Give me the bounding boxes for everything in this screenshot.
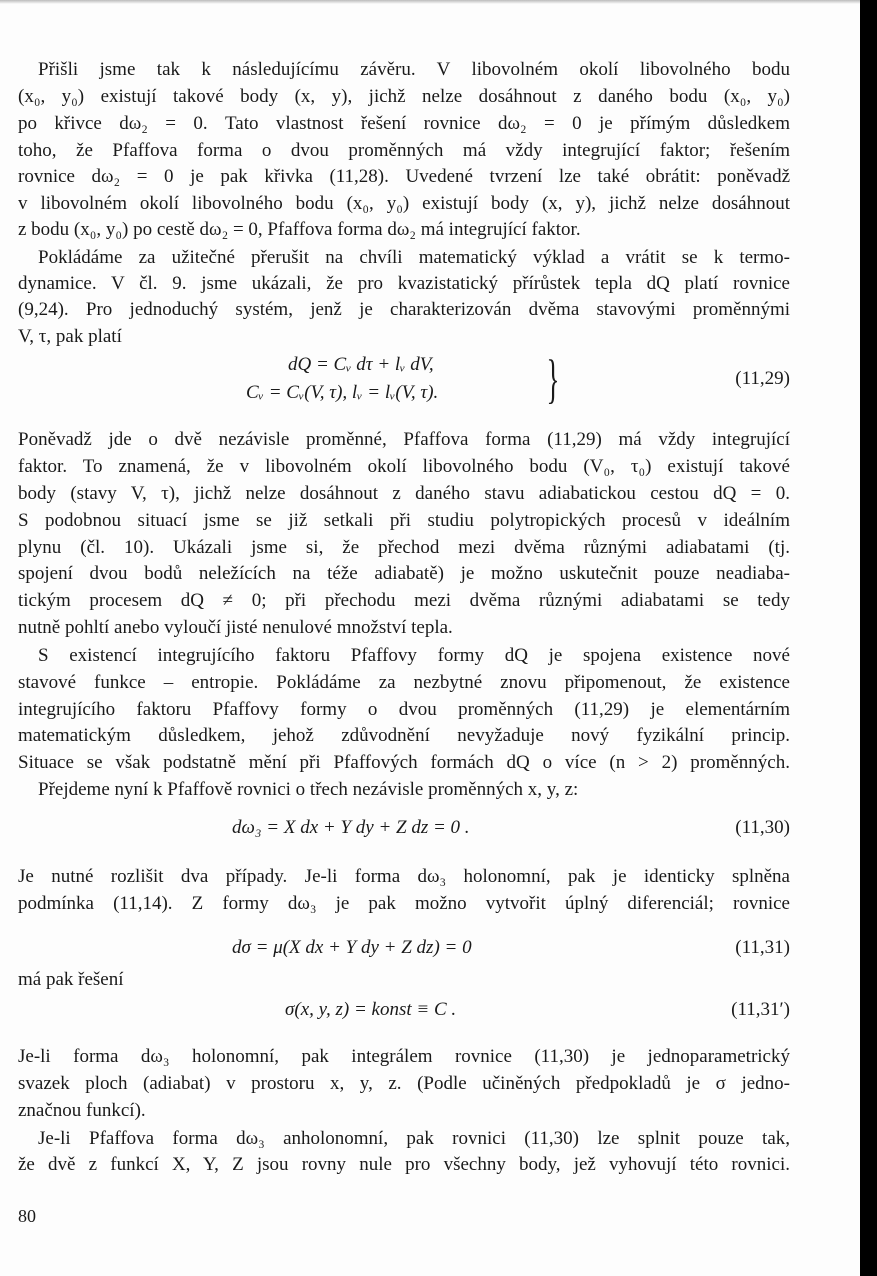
text-line: V, τ, pak platí [18,326,122,347]
text-line: po křivce dω₂ = 0. Tato vlastnost řešení rovnice dω₂ = 0 je přímým důsledkem [18,113,790,134]
equation-label-11-29: (11,29) [735,368,790,389]
text-line: Přišli jsme tak k následujícímu závěru. V libovolném okolí libovolného bodu [38,59,790,80]
text-line: stavové funkce – entropie. Pokládáme za nezbytné znovu připomenout, že existence [18,672,790,693]
text-line: podmínka (11,14). Z formy dω₃ je pak možno vytvořit úplný diferenciál; rovnice [18,893,790,914]
text-line: (x₀, y₀) existují takové body (x, y), jichž nelze dosáhnout z daného bodu (x₀, y₀) [18,86,790,107]
equation-11-29-line1: dQ = Cᵥ dτ + lᵥ dV, [288,354,434,375]
text-line: integrujícího faktoru Pfaffovy formy o dvou proměnných (11,29) je elementárním [18,699,790,720]
text-line: Přejdeme nyní k Pfaffově rovnici o třech nezávisle proměnných x, y, z: [38,779,579,800]
text-line: rovnice dω₂ = 0 je pak křivka (11,28). Uvedené tvrzení lze také obrátit: poněvadž [18,166,790,187]
text-line: faktor. To znamená, že v libovolném okolí libovolného bodu (V₀, τ₀) existují takové [18,456,790,477]
text-line: S podobnou situací jsme se již setkali při studiu polytropických procesů v ideálním [18,510,790,531]
text-line: značnou funkcí). [18,1100,146,1121]
equation-11-29-line2: Cᵥ = Cᵥ(V, τ), lᵥ = lᵥ(V, τ). [246,382,439,403]
equation-label-11-31: (11,31) [735,937,790,958]
page-number: 80 [18,1206,36,1226]
equation-11-30: dω₃ = X dx + Y dy + Z dz = 0 . [232,817,470,838]
right-brace: } [546,349,560,409]
text-line: má pak řešení [18,969,124,990]
text-line: dynamice. V čl. 9. jsme ukázali, že pro kvazistatický přírůstek tepla dQ platí rovnice [18,273,790,294]
text-line: S existencí integrujícího faktoru Pfaffovy formy dQ je spojena existence nové [38,645,790,666]
equation-11-31-prime: σ(x, y, z) = konst ≡ C . [285,999,457,1020]
scan-top-edge [0,0,877,4]
text-line: Pokládáme za užitečné přerušit na chvíli matematický výklad a vrátit se k termo- [38,247,790,268]
text-line: toho, že Pfaffova forma o dvou proměnných má vždy integrující faktor; řešením [18,140,790,161]
text-line: Poněvadž jde o dvě nezávisle proměnné, Pfaffova forma (11,29) má vždy integrující [18,429,790,450]
text-line: (9,24). Pro jednoduchý systém, jenž je charakterizován dvěma stavovými proměnnými [18,299,790,320]
text-line: tickým procesem dQ ≠ 0; při přechodu mezi dvěma různými adiabatami se tedy [18,590,790,611]
text-line: nutně pohltí anebo vyloučí jisté nenulové množství tepla. [18,617,453,638]
scan-right-edge [860,0,877,1276]
text-line: matematickým důsledkem, jehož zdůvodnění nevyžaduje nový fyzikální princip. [18,725,790,746]
text-line: plynu (čl. 10). Ukázali jsme si, že přechod mezi dvěma různými adiabatami (tj. [18,537,790,558]
equation-11-31: dσ = μ(X dx + Y dy + Z dz) = 0 [232,937,472,958]
text-line: body (stavy V, τ), jichž nelze dosáhnout z daného stavu adiabatickou cestou dQ = 0. [18,483,790,504]
equation-label-11-31-prime: (11,31′) [731,999,790,1020]
text-line: z bodu (x₀, y₀) po cestě dω₂ = 0, Pfaffova forma dω₂ má integrující faktor. [18,219,581,240]
text-line: v libovolném okolí libovolného bodu (x₀, y₀) existují body (x, y), jichž nelze dosáhnout [18,193,790,214]
text-line: že dvě z funkcí X, Y, Z jsou rovny nule pro všechny body, jež vyhovují této rovnici. [18,1154,790,1175]
text-line: Je nutné rozlišit dva případy. Je-li forma dω₃ holonomní, pak je identicky splněna [18,866,790,887]
text-line: spojení dvou bodů neležících na téže adiabatě) je možno uskutečnit pouze neadiaba- [18,563,790,584]
text-line: Je-li Pfaffova forma dω₃ anholonomní, pak rovnici (11,30) lze splnit pouze tak, [38,1128,790,1149]
text-line: Situace se však podstatně mění při Pfaffových formách dQ o více (n > 2) proměnných. [18,752,790,773]
equation-label-11-30: (11,30) [735,817,790,838]
text-line: svazek ploch (adiabat) v prostoru x, y, z. (Podle učiněných předpokladů je σ jedno- [18,1073,790,1094]
text-line: Je-li forma dω₃ holonomní, pak integrálem rovnice (11,30) je jednoparametrický [18,1046,790,1067]
